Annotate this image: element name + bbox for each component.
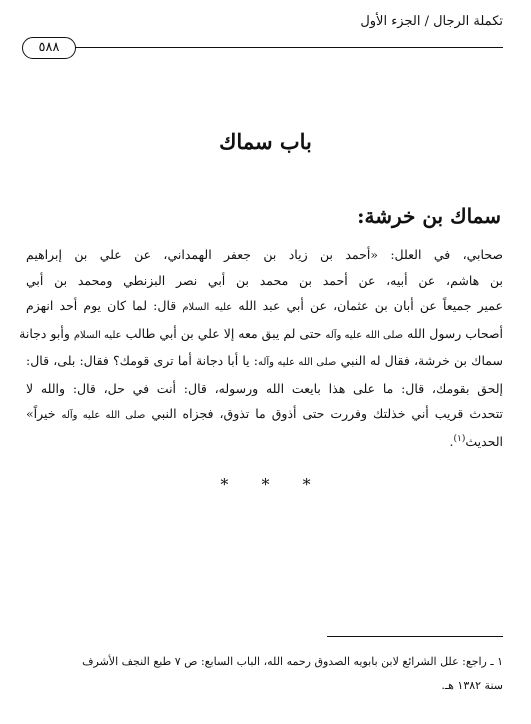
page-number: ٥٨٨ xyxy=(22,37,76,59)
body-line-6 xyxy=(26,376,503,402)
text-segment: سماك بن خرشة، فقال له النبي xyxy=(336,353,503,368)
section-separator: * * * xyxy=(220,475,325,494)
entry-heading: سماك بن خرشة: xyxy=(357,204,501,228)
entry-body xyxy=(19,242,504,454)
body-line-7 xyxy=(26,401,503,429)
text-segment: عمير جميعاً عن أبان بن عثمان، عن أبي عبد الله xyxy=(232,298,503,313)
text-segment: وأبو دجانة xyxy=(19,325,74,341)
text-segment: حتى لم يبق معه إلا علي بن أبي طالب xyxy=(121,325,326,341)
honorific: صلى الله عليه وآله xyxy=(258,357,337,368)
text-segment: قال: لما كان يوم أحد انهزم xyxy=(26,298,183,313)
text-segment: صحابي، في العلل: «أحمد بن زياد بن جعفر الهمداني، عن علي بن إبراهيم xyxy=(26,247,503,262)
text-segment: : يا أبا دجانة أما ترى قومك؟ فقال: بلى، قال: xyxy=(26,353,258,368)
footnote-line-2: سنة ١٣٨٢ هـ. xyxy=(441,679,503,692)
text-segment: خيراً» xyxy=(26,406,62,421)
footnote-reference[interactable]: (١) xyxy=(453,433,466,444)
body-line-3 xyxy=(26,293,503,321)
footnote xyxy=(26,650,503,698)
text-segment: الحديث xyxy=(465,433,503,449)
body-line-8 xyxy=(26,429,503,455)
body-line-1 xyxy=(26,242,503,268)
text-segment: . xyxy=(449,433,454,449)
header-rule xyxy=(70,47,503,48)
honorific: عليه السلام xyxy=(182,302,233,313)
text-segment: تتحدث قريب أني خذلتك وفررت حتى أذوق ما تذوق، فجزاه النبي xyxy=(145,406,504,421)
body-line-2 xyxy=(26,268,503,294)
honorific: صلى الله عليه وآله xyxy=(325,329,404,341)
text-segment: بن هاشم، عن أبيه، عن أحمد بن محمد بن أبي نصر البزنطي ومحمد بن أبي xyxy=(26,272,503,288)
running-title: تكملة الرجال / الجزء الأول xyxy=(360,14,503,29)
honorific: صلى الله عليه وآله xyxy=(61,410,146,421)
body-line-4 xyxy=(19,321,503,349)
honorific: عليه السلام xyxy=(73,329,122,341)
footnote-line-1: ١ ـ راجع: علل الشرائع لابن بابويه الصدوق رحمه الله، الباب السابع: ص ٧ طبع النجف الأشرف xyxy=(82,655,503,668)
chapter-title: باب سماك xyxy=(219,129,312,154)
body-line-5 xyxy=(26,348,503,376)
footnote-rule xyxy=(327,636,503,637)
text-segment: إلحق بقومك، قال: ما على هذا بايعت الله ورسوله، قال: أنت في حل، قال: والله لا xyxy=(26,380,503,396)
text-segment: أصحاب رسول الله xyxy=(403,325,503,341)
